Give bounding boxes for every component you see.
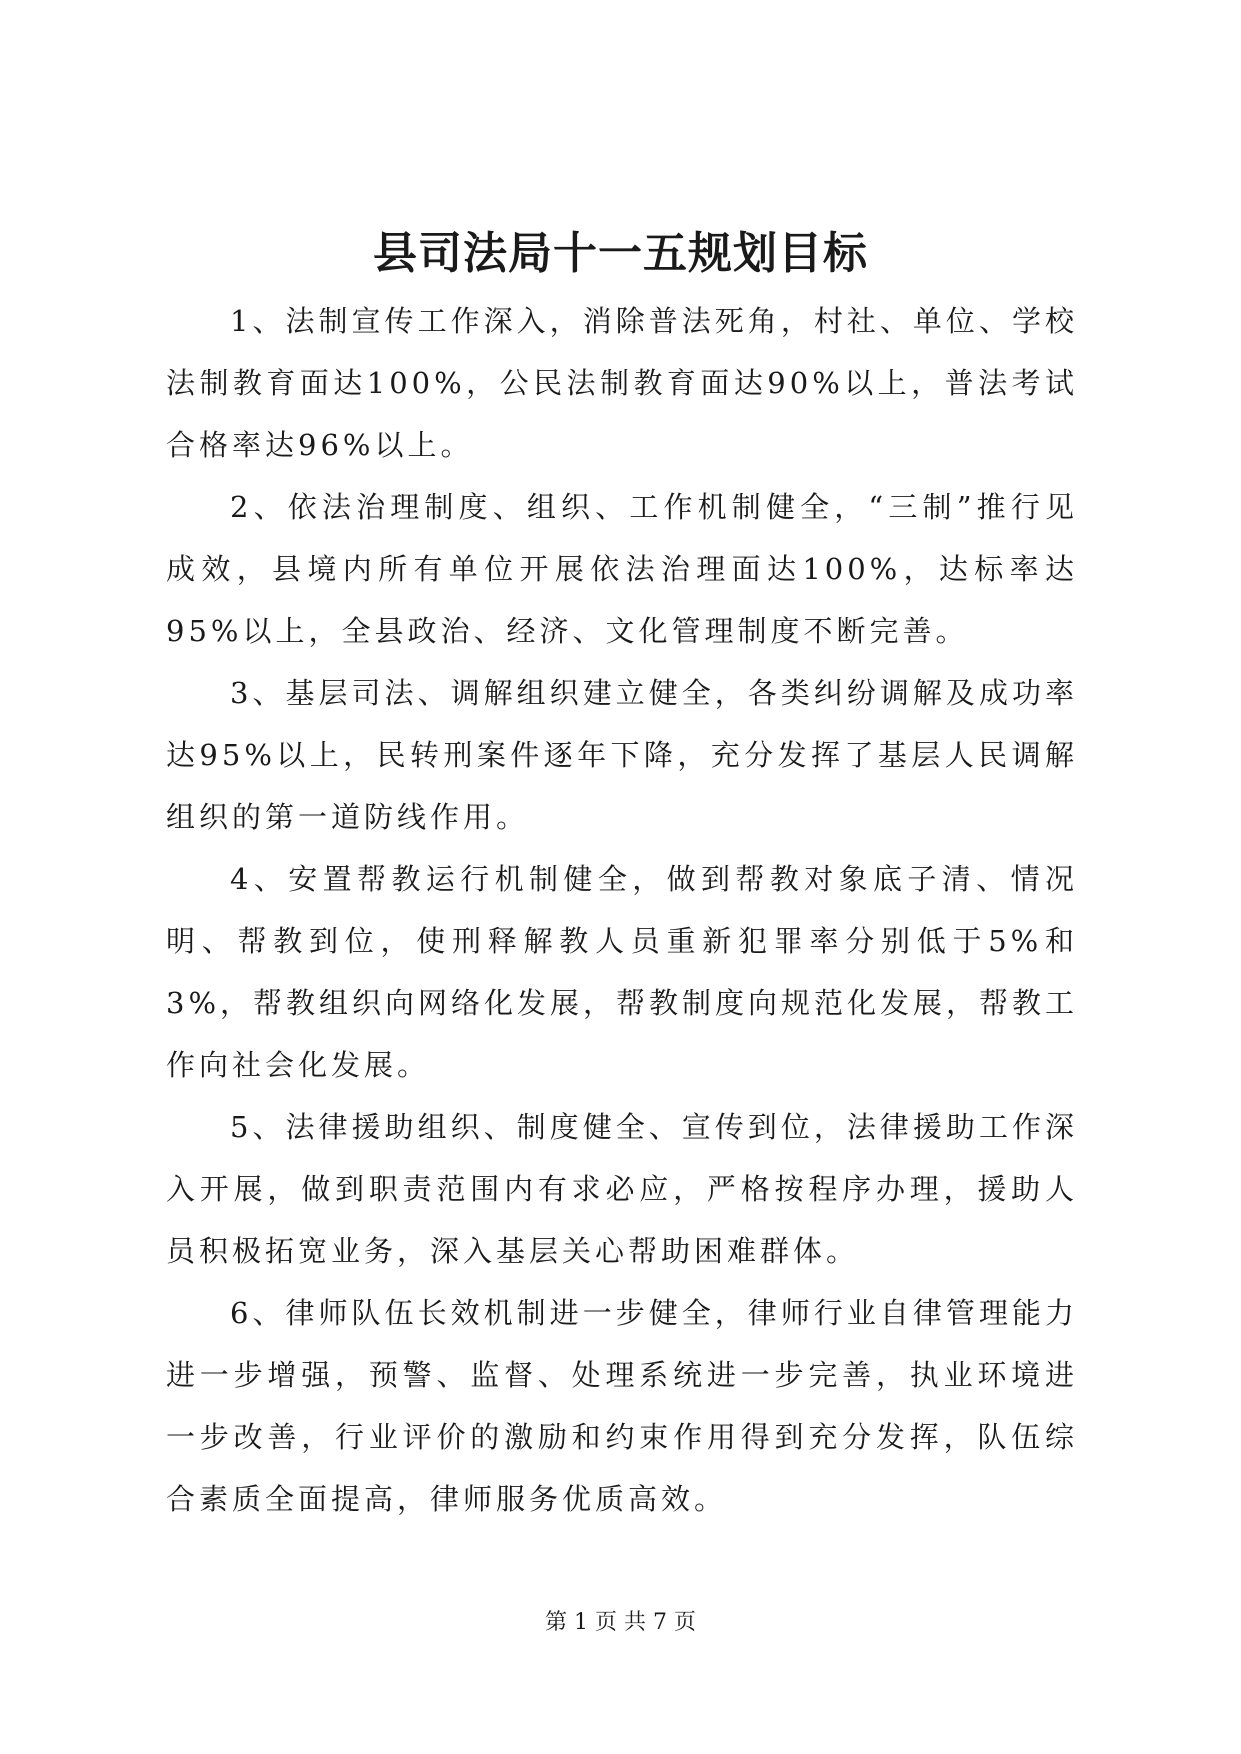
page-footer: 第 1 页 共 7 页 bbox=[545, 1610, 696, 1635]
paragraph-4: 4、安置帮教运行机制健全，做到帮教对象底子清、情况明、帮教到位，使刑释解教人员重新犯罪率分别低于5%和3%，帮教组织向网络化发展，帮教制度向规范化发展，帮教工作向社会化发展。 bbox=[166, 862, 1079, 1082]
paragraph-6: 6、律师队伍长效机制进一步健全，律师行业自律管理能力进一步增强，预警、监督、处理系统进一步完善，执业环境进一步改善，行业评价的激励和约束作用得到充分发挥，队伍综合素质全面提高，律师服务优质高效。 bbox=[166, 1296, 1078, 1516]
document-title: 县司法局十一五规划目标 bbox=[373, 228, 868, 279]
paragraph-2: 2、依法治理制度、组织、工作机制健全，“三制”推行见成效，县境内所有单位开展依法治理面达100%，达标率达95%以上，全县政治、经济、文化管理制度不断完善。 bbox=[166, 490, 1078, 648]
paragraph-5: 5、法律援助组织、制度健全、宣传到位，法律援助工作深入开展，做到职责范围内有求必应，严格按程序办理，援助人员积极拓宽业务，深入基层关心帮助困难群体。 bbox=[166, 1110, 1078, 1268]
paragraph-1: 1、法制宣传工作深入，消除普法死角，村社、单位、学校法制教育面达100%，公民法制教育面达90%以上，普法考试合格率达96%以上。 bbox=[166, 304, 1078, 462]
document-body bbox=[166, 290, 1078, 1530]
paragraph-3: 3、基层司法、调解组织建立健全，各类纠纷调解及成功率达95%以上，民转刑案件逐年下降，充分发挥了基层人民调解组织的第一道防线作用。 bbox=[166, 676, 1078, 834]
